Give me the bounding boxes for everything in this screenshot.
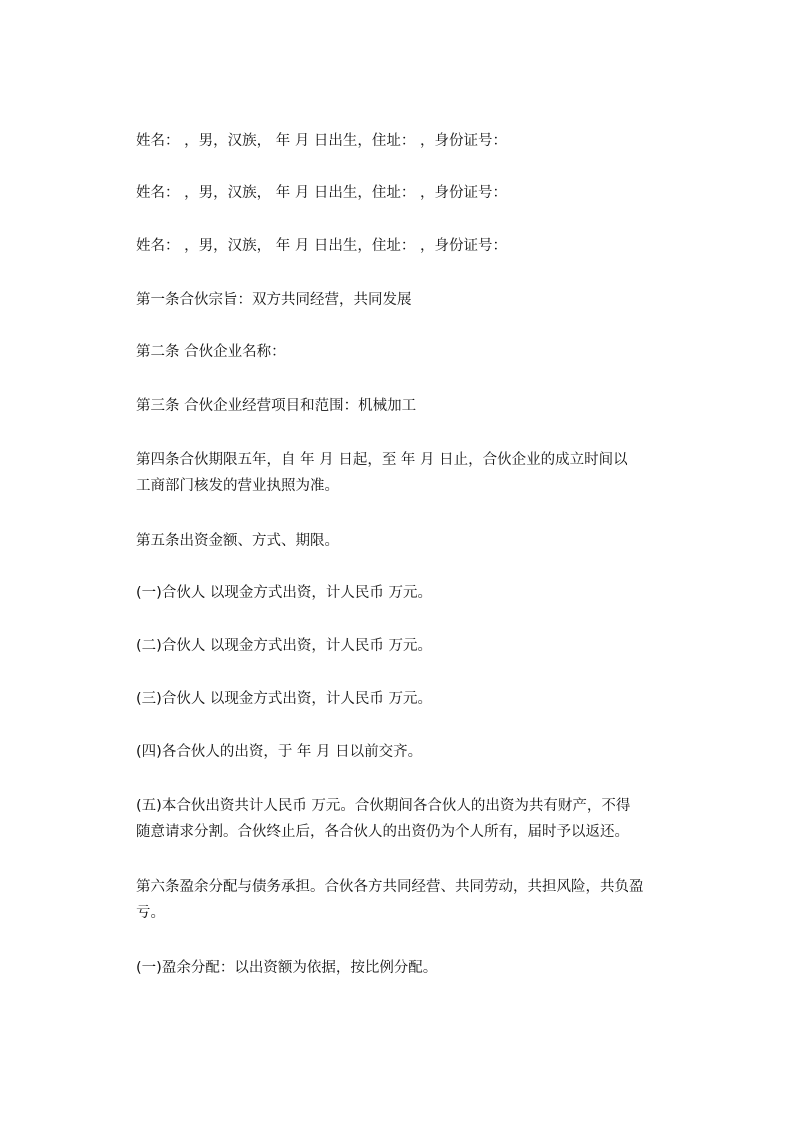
article-5-title: 第五条出资金额、方式、期限。	[136, 533, 339, 549]
item-5	[136, 793, 708, 845]
article-4	[136, 447, 708, 499]
article-1: 第一条合伙宗旨：双方共同经营，共同发展	[136, 292, 412, 308]
article-4-line-1: 第四条合伙期限五年，自 年 月 日起，至 年 月 日止，合伙企业的成立时间以	[136, 452, 628, 468]
item-3: (三)合伙人 以现金方式出资，计人民币 万元。	[136, 691, 433, 707]
item-2: (二)合伙人 以现金方式出资，计人民币 万元。	[136, 638, 433, 654]
profit-distribution-item: (一)盈余分配：以出资额为依据，按比例分配。	[136, 960, 438, 976]
item-5-line-1: (五)本合伙出资共计人民币 万元。合伙期间各合伙人的出资为共有财产，不得	[136, 798, 631, 814]
article-6-line-1: 第六条盈余分配与债务承担。合伙各方共同经营、共同劳动，共担风险，共负盈	[136, 879, 644, 895]
partner-info-line-3: 姓名： ，男，汉族， 年 月 日出生，住址： ，身份证号：	[136, 238, 508, 254]
article-6-line-2: 亏。	[136, 905, 165, 921]
article-6	[136, 874, 708, 926]
partner-info-line-2: 姓名： ，男，汉族， 年 月 日出生，住址： ，身份证号：	[136, 185, 508, 201]
article-2: 第二条 合伙企业名称：	[136, 344, 286, 360]
article-4-line-2: 工商部门核发的营业执照为准。	[136, 478, 339, 494]
item-1: (一)合伙人 以现金方式出资，计人民币 万元。	[136, 585, 433, 601]
item-4: (四)各合伙人的出资，于 年 月 日以前交齐。	[136, 744, 423, 760]
item-5-line-2: 随意请求分割。合伙终止后，各合伙人的出资仍为个人所有，届时予以返还。	[136, 824, 629, 840]
article-3: 第三条 合伙企业经营项目和范围：机械加工	[136, 398, 417, 414]
partner-info-line-1: 姓名： ，男，汉族， 年 月 日出生，住址： ，身份证号：	[136, 133, 508, 149]
